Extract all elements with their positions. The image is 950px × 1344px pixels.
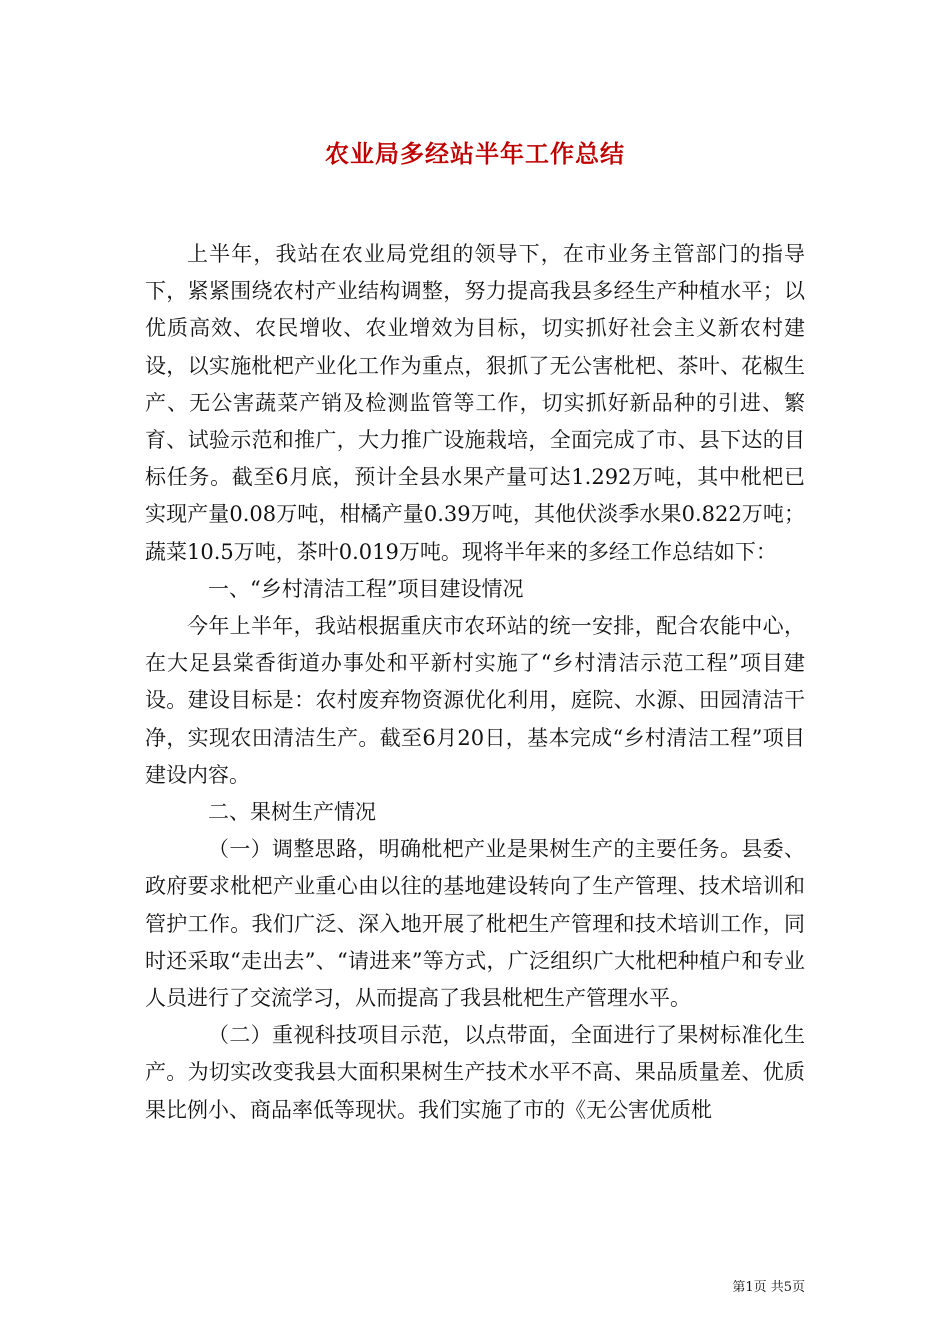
document-body — [145, 236, 805, 1129]
section-heading-1: 一、“乡村清洁工程”项目建设情况 — [208, 576, 524, 601]
subsection-1-paragraph: （一）调整思路，明确枇杷产业是果树生产的主要任务。县委、政府要求枇杷产业重心由以往的基地建设转向了生产管理、技术培训和管护工作。我们广泛、深入地开展了枇杷生产管理和技术培训工作，同时还采取“走出去”、“请进来”等方式，广泛组织广大枇杷种植户和专业人员进行了交流学习，从而提高了我县枇杷生产管理水平。 — [145, 837, 805, 1011]
section-1-paragraph: 今年上半年，我站根据重庆市农环站的统一安排，配合农能中心，在大足县棠香街道办事处和平新村实施了“乡村清洁示范工程”项目建设。建设目标是：农村废弃物资源优化利用，庭院、水源、田园清洁干净，实现农田清洁生产。截至6月20日，基本完成“乡村清洁工程”项目建设内容。 — [145, 614, 805, 787]
intro-paragraph: 上半年，我站在农业局党组的领导下，在市业务主管部门的指导下，紧紧围绕农村产业结构调整，努力提高我县多经生产种植水平；以优质高效、农民增收、农业增效为目标，切实抓好社会主义新农村建设，以实施枇杷产业化工作为重点，狠抓了无公害枇杷、茶叶、花椒生产、无公害蔬菜产销及检测监管等工作，切实抓好新品种的引进、繁育、试验示范和推广，大力推广设施栽培，全面完成了市、县下达的目标任务。截至6月底，预计全县水果产量可达1.292万吨，其中枇杷已实现产量0.08万吨，柑橘产量0.39万吨，其他伏淡季水果0.822万吨；蔬菜10.5万吨，茶叶0.019万吨。现将半年来的多经工作总结如下： — [145, 242, 805, 564]
page-number: 第1页 共5页 — [732, 1280, 805, 1295]
subsection-2-paragraph: （二）重视科技项目示范，以点带面，全面进行了果树标准化生产。为切实改变我县大面积果树生产技术水平不高、果品质量差、优质果比例小、商品率低等现状。我们实施了市的《无公害优质枇 — [145, 1023, 805, 1122]
page-title: 农业局多经站半年工作总结 — [325, 139, 625, 168]
section-heading-2: 二、果树生产情况 — [208, 800, 376, 825]
